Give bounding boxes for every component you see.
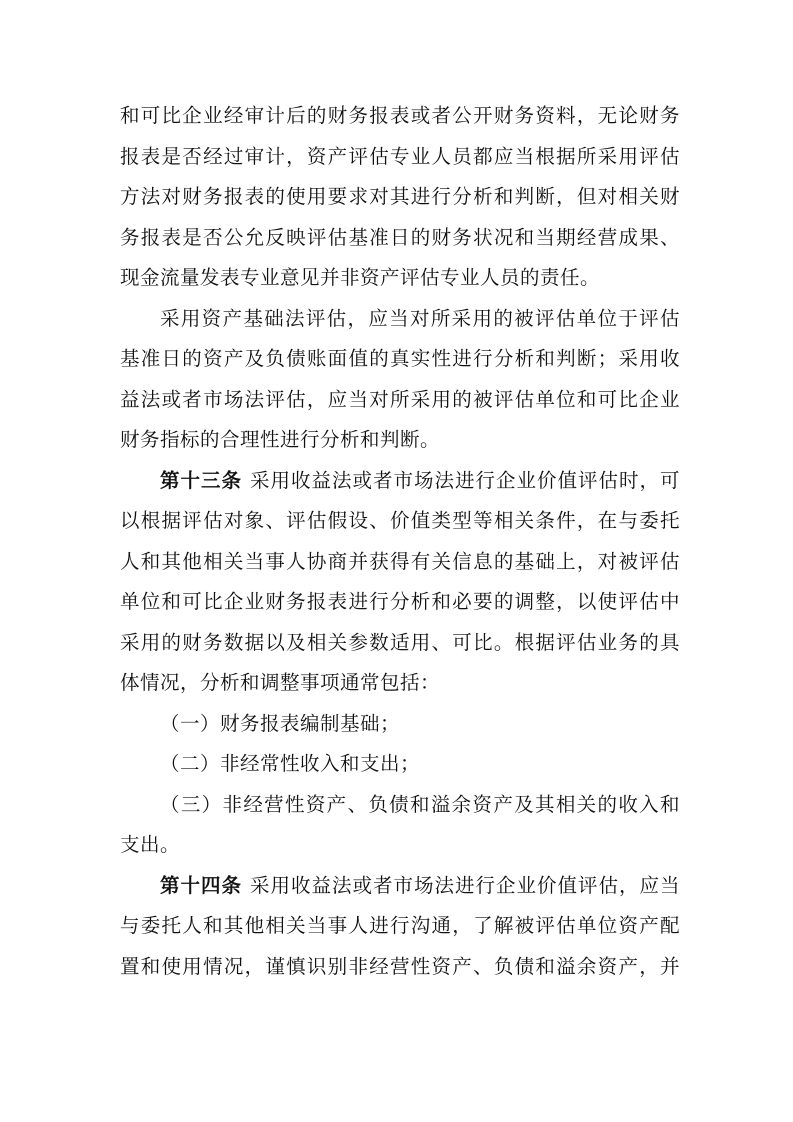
text-line: 支出。 bbox=[120, 833, 181, 856]
document-page bbox=[120, 96, 680, 987]
list-item: （二）非经常性收入和支出； bbox=[160, 752, 421, 775]
text-line: 和可比企业经审计后的财务报表或者公开财务资料，无论财务 bbox=[120, 104, 680, 127]
text-line: 采用收益法或者市场法进行企业价值评估时，可 bbox=[250, 468, 680, 492]
text-line: 以根据评估对象、评估假设、价值类型等相关条件，在与委托 bbox=[120, 509, 680, 532]
list-item: （三）非经营性资产、负债和溢余资产及其相关的收入和 bbox=[160, 792, 680, 816]
article-number: 第十三条 bbox=[160, 468, 242, 492]
text-line: 财务指标的合理性进行分析和判断。 bbox=[120, 428, 441, 451]
article-number: 第十四条 bbox=[160, 873, 242, 897]
text-line: 报表是否经过审计，资产评估专业人员都应当根据所采用评估 bbox=[120, 144, 680, 168]
text-line: 方法对财务报表的使用要求对其进行分析和判断，但对相关财 bbox=[120, 185, 680, 208]
text-line: 采用资产基础法评估，应当对所采用的被评估单位于评估 bbox=[160, 306, 680, 330]
text-line: 单位和可比企业财务报表进行分析和必要的调整，以使评估中 bbox=[120, 590, 680, 613]
article-13-first-line bbox=[120, 461, 680, 502]
text-line: 采用的财务数据以及相关参数适用、可比。根据评估业务的具 bbox=[120, 630, 680, 654]
text-line: 务报表是否公允反映评估基准日的财务状况和当期经营成果、 bbox=[120, 225, 680, 249]
text-line: 采用收益法或者市场法进行企业价值评估，应当 bbox=[250, 873, 680, 897]
text-line: 体情况，分析和调整事项通常包括： bbox=[120, 671, 441, 694]
text-line: 置和使用情况，谨慎识别非经营性资产、负债和溢余资产，并 bbox=[120, 954, 680, 978]
text-line: 益法或者市场法评估，应当对所采用的被评估单位和可比企业 bbox=[120, 387, 680, 411]
text-line: 基准日的资产及负债账面值的真实性进行分析和判断；采用收 bbox=[120, 347, 680, 370]
text-line: 现金流量发表专业意见并非资产评估专业人员的责任。 bbox=[120, 266, 601, 289]
article-14-first-line bbox=[120, 866, 680, 907]
list-item: （一）财务报表编制基础； bbox=[160, 711, 401, 735]
text-line: 人和其他相关当事人协商并获得有关信息的基础上，对被评估 bbox=[120, 549, 680, 573]
text-line: 与委托人和其他相关当事人进行沟通，了解被评估单位资产配 bbox=[120, 914, 680, 937]
